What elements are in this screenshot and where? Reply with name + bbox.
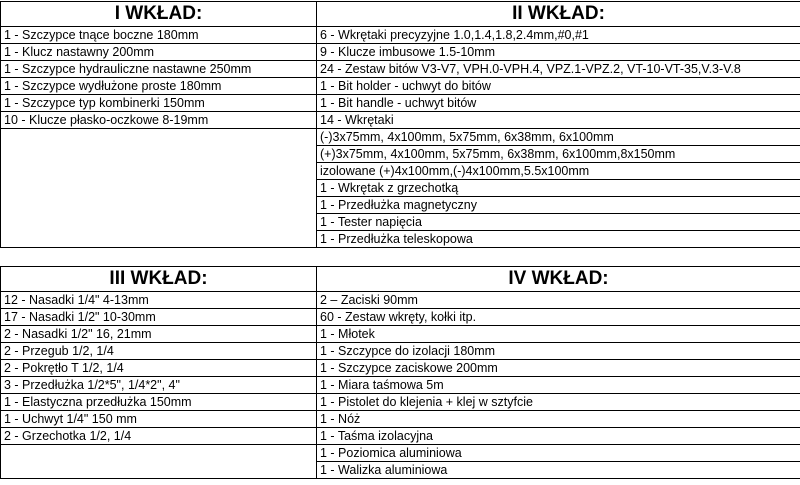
- left-list-item: 1 - Szczypce typ kombinerki 150mm: [1, 95, 317, 112]
- table-row: [1, 462, 800, 479]
- table-row: [1, 428, 800, 445]
- table-row: [1, 360, 800, 377]
- left-list-item: 1 - Elastyczna przedłużka 150mm: [1, 394, 317, 411]
- table-row: [1, 445, 800, 462]
- empty-cell: [1, 214, 317, 231]
- table-row: [1, 78, 800, 95]
- section-i-header: I WKŁAD:: [1, 2, 317, 27]
- right-list-item: 1 - Pistolet do klejenia + klej w sztyfcie: [317, 394, 800, 411]
- right-list-item: 1 - Szczypce do izolacji 180mm: [317, 343, 800, 360]
- table-row: [1, 112, 800, 129]
- table-row: [1, 27, 800, 44]
- left-list-item: 10 - Klucze płasko-oczkowe 8-19mm: [1, 112, 317, 129]
- right-list-item: 9 - Klucze imbusowe 1.5-10mm: [317, 44, 800, 61]
- right-list-item: 24 - Zestaw bitów V3-V7, VPH.0-VPH.4, VPZ.1-VPZ.2, VT-10-VT-35,V.3-V.8: [317, 61, 800, 78]
- left-list-item: 3 - Przedłużka 1/2*5", 1/4*2", 4": [1, 377, 317, 394]
- right-list-item: 1 - Przedłużka magnetyczny: [317, 197, 800, 214]
- right-list-item: 60 - Zestaw wkręty, kołki itp.: [317, 309, 800, 326]
- section-iii-header: III WKŁAD:: [1, 267, 317, 292]
- left-list-item: 17 - Nasadki 1/2" 10-30mm: [1, 309, 317, 326]
- section-ii-header: II WKŁAD:: [317, 2, 800, 27]
- right-list-item: 1 - Taśma izolacyjna: [317, 428, 800, 445]
- section-1-table: [0, 1, 800, 248]
- table-row: [1, 95, 800, 112]
- empty-cell: [1, 129, 317, 146]
- left-list-item: 1 - Szczypce hydrauliczne nastawne 250mm: [1, 61, 317, 78]
- table-row: [1, 411, 800, 428]
- right-list-item: 1 - Miara taśmowa 5m: [317, 377, 800, 394]
- left-list-item: 2 - Grzechotka 1/2, 1/4: [1, 428, 317, 445]
- table-row: [1, 343, 800, 360]
- empty-cell: [1, 180, 317, 197]
- empty-cell: [1, 231, 317, 248]
- right-list-item: 1 - Przedłużka teleskopowa: [317, 231, 800, 248]
- left-list-item: 1 - Uchwyt 1/4" 150 mm: [1, 411, 317, 428]
- right-list-item: 1 - Wkrętak z grzechotką: [317, 180, 800, 197]
- table-row: [1, 309, 800, 326]
- section-2-table: [0, 266, 800, 479]
- empty-cell: [1, 197, 317, 214]
- table-row: [1, 326, 800, 343]
- left-list-item: 12 - Nasadki 1/4" 4-13mm: [1, 292, 317, 309]
- right-list-item: 1 - Tester napięcia: [317, 214, 800, 231]
- left-list-item: 2 - Przegub 1/2, 1/4: [1, 343, 317, 360]
- table-row: [1, 146, 800, 163]
- left-list-item: 1 - Szczypce tnące boczne 180mm: [1, 27, 317, 44]
- right-list-item: izolowane (+)4x100mm,(-)4x100mm,5.5x100mm: [317, 163, 800, 180]
- right-list-item: 6 - Wkrętaki precyzyjne 1.0,1.4,1.8,2.4mm,#0,#1: [317, 27, 800, 44]
- table-row: [1, 214, 800, 231]
- table-row: [1, 197, 800, 214]
- right-list-item: 1 - Nóż: [317, 411, 800, 428]
- table-row: [1, 129, 800, 146]
- table-row: [1, 394, 800, 411]
- empty-cell: [1, 445, 317, 462]
- right-list-item: 14 - Wkrętaki: [317, 112, 800, 129]
- left-list-item: 2 - Pokrętło T 1/2, 1/4: [1, 360, 317, 377]
- empty-cell: [1, 146, 317, 163]
- table-row: [1, 44, 800, 61]
- right-list-item: (+)3x75mm, 4x100mm, 5x75mm, 6x38mm, 6x100mm,8x150mm: [317, 146, 800, 163]
- right-list-item: 1 - Poziomica aluminiowa: [317, 445, 800, 462]
- section-iv-header: IV WKŁAD:: [317, 267, 800, 292]
- table-row: [1, 61, 800, 78]
- right-list-item: (-)3x75mm, 4x100mm, 5x75mm, 6x38mm, 6x100mm: [317, 129, 800, 146]
- right-list-item: 1 - Walizka aluminiowa: [317, 462, 800, 479]
- right-list-item: 1 - Młotek: [317, 326, 800, 343]
- table-row: [1, 377, 800, 394]
- right-list-item: 2 – Zaciski 90mm: [317, 292, 800, 309]
- empty-cell: [1, 462, 317, 479]
- table-row: [1, 292, 800, 309]
- table-row: [1, 180, 800, 197]
- table-row: [1, 231, 800, 248]
- right-list-item: 1 - Bit holder - uchwyt do bitów: [317, 78, 800, 95]
- left-list-item: 1 - Szczypce wydłużone proste 180mm: [1, 78, 317, 95]
- right-list-item: 1 - Szczypce zaciskowe 200mm: [317, 360, 800, 377]
- empty-cell: [1, 163, 317, 180]
- left-list-item: 2 - Nasadki 1/2" 16, 21mm: [1, 326, 317, 343]
- left-list-item: 1 - Klucz nastawny 200mm: [1, 44, 317, 61]
- right-list-item: 1 - Bit handle - uchwyt bitów: [317, 95, 800, 112]
- table-row: [1, 163, 800, 180]
